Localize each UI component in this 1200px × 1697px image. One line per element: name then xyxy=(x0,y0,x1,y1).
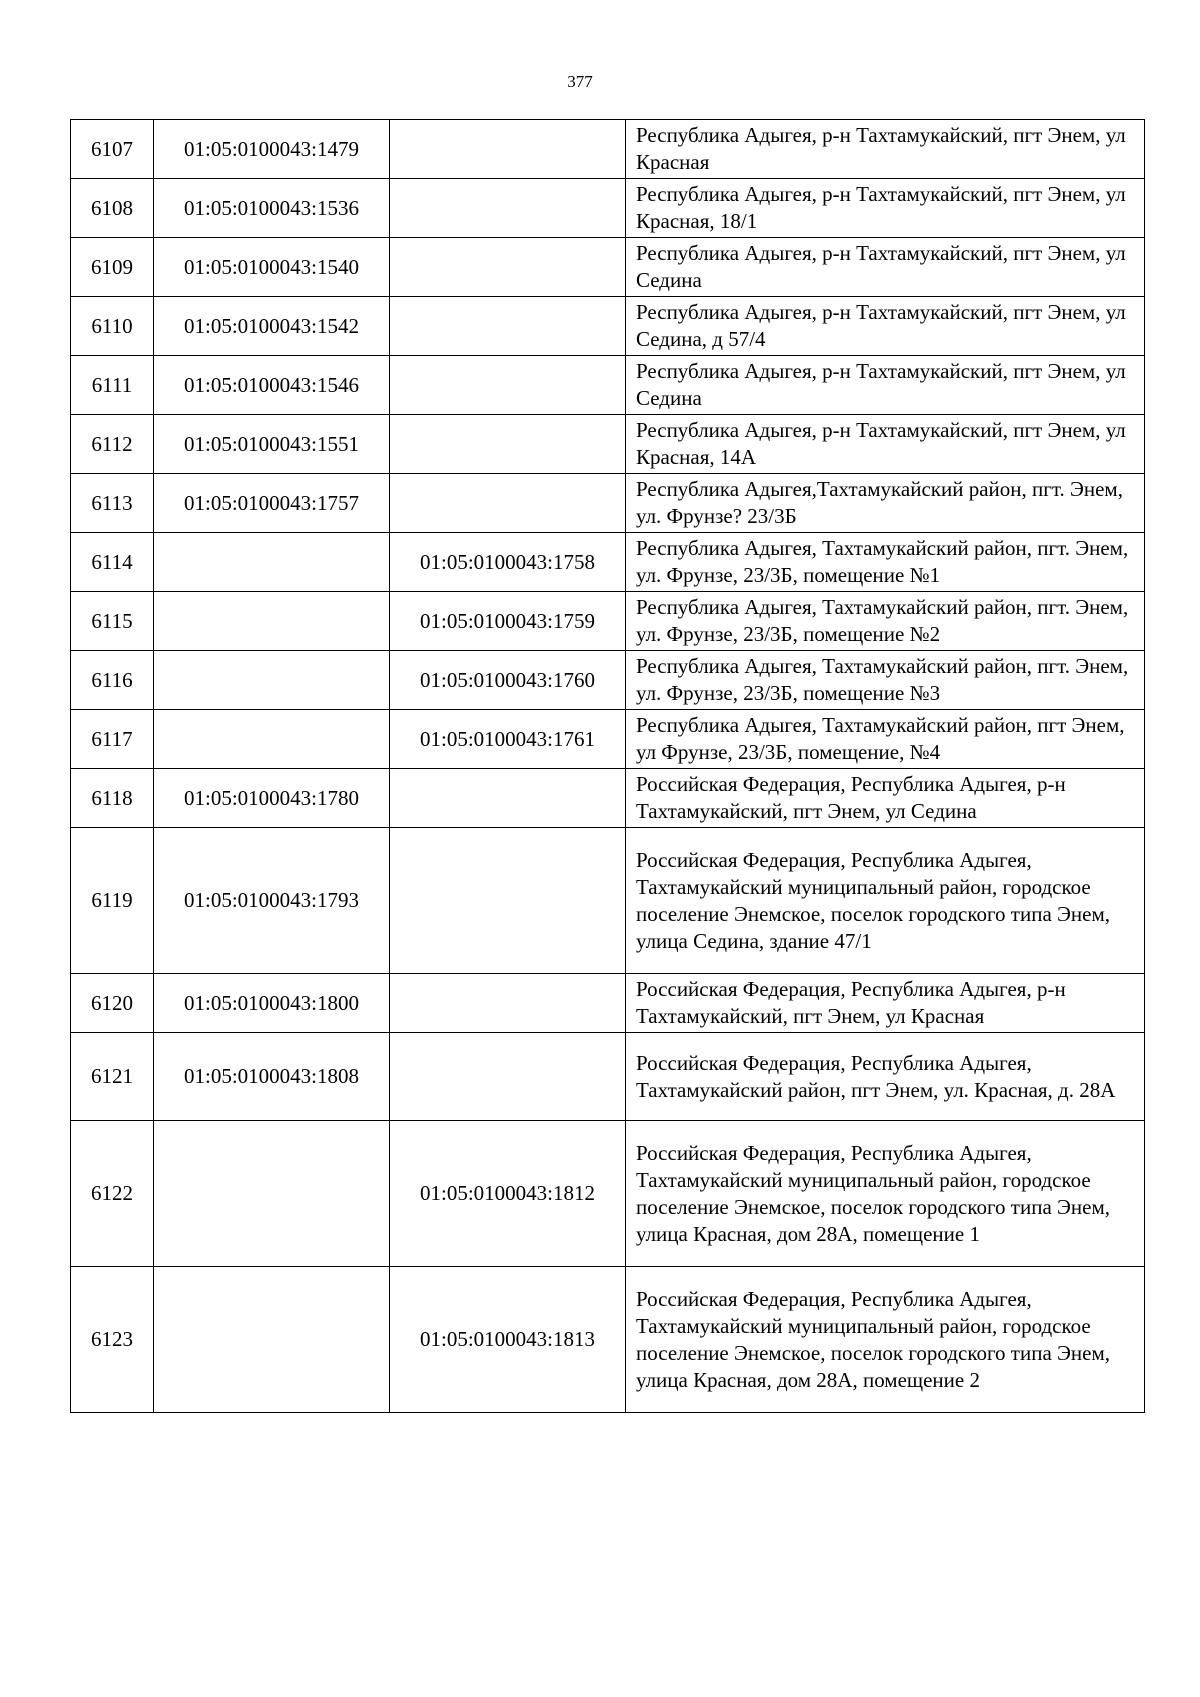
page-number: 377 xyxy=(567,72,593,91)
row-number-cell: 6110 xyxy=(71,297,154,356)
row-number-cell: 6116 xyxy=(71,651,154,710)
table-row xyxy=(71,651,1145,710)
table-row xyxy=(71,1267,1145,1413)
object-cadastral-number-cell xyxy=(390,238,626,297)
row-number-cell: 6115 xyxy=(71,592,154,651)
address-cell: Республика Адыгея,Тахтамукайский район, пгт. Энем, ул. Фрунзе? 23/3Б xyxy=(626,474,1145,533)
row-number-cell: 6117 xyxy=(71,710,154,769)
table-row xyxy=(71,710,1145,769)
address-cell: Российская Федерация, Республика Адыгея, р-н Тахтамукайский, пгт Энем, ул Седина xyxy=(626,769,1145,828)
table-row xyxy=(71,120,1145,179)
object-cadastral-number-cell: 01:05:0100043:1761 xyxy=(390,710,626,769)
object-cadastral-number-cell xyxy=(390,974,626,1033)
row-number-cell: 6121 xyxy=(71,1033,154,1121)
land-cadastral-number-cell: 01:05:0100043:1793 xyxy=(154,828,390,974)
address-cell: Республика Адыгея, р-н Тахтамукайский, пгт Энем, ул Седина, д 57/4 xyxy=(626,297,1145,356)
address-cell: Российская Федерация, Республика Адыгея, Тахтамукайский муниципальный район, городское поселение Энемское, поселок городского типа Энем, улица Красная, дом 28А, помещение 1 xyxy=(626,1121,1145,1267)
table-row xyxy=(71,769,1145,828)
object-cadastral-number-cell: 01:05:0100043:1812 xyxy=(390,1121,626,1267)
table-row xyxy=(71,828,1145,974)
address-cell: Республика Адыгея, Тахтамукайский район, пгт. Энем, ул. Фрунзе, 23/3Б, помещение №3 xyxy=(626,651,1145,710)
table-row xyxy=(71,356,1145,415)
table-row xyxy=(71,592,1145,651)
row-number-cell: 6112 xyxy=(71,415,154,474)
row-number-cell: 6114 xyxy=(71,533,154,592)
address-cell: Республика Адыгея, р-н Тахтамукайский, пгт Энем, ул Седина xyxy=(626,356,1145,415)
cadastral-registry-table xyxy=(70,119,1145,1413)
address-cell: Республика Адыгея, Тахтамукайский район, пгт. Энем, ул. Фрунзе, 23/3Б, помещение №2 xyxy=(626,592,1145,651)
address-cell: Республика Адыгея, Тахтамукайский район, пгт. Энем, ул. Фрунзе, 23/3Б, помещение №1 xyxy=(626,533,1145,592)
land-cadastral-number-cell xyxy=(154,710,390,769)
table-row xyxy=(71,238,1145,297)
address-cell: Российская Федерация, Республика Адыгея, Тахтамукайский муниципальный район, городское поселение Энемское, поселок городского типа Энем, улица Красная, дом 28А, помещение 2 xyxy=(626,1267,1145,1413)
table-row xyxy=(71,1121,1145,1267)
land-cadastral-number-cell xyxy=(154,1267,390,1413)
row-number-cell: 6119 xyxy=(71,828,154,974)
address-cell: Республика Адыгея, Тахтамукайский район, пгт Энем, ул Фрунзе, 23/3Б, помещение, №4 xyxy=(626,710,1145,769)
row-number-cell: 6120 xyxy=(71,974,154,1033)
address-cell: Республика Адыгея, р-н Тахтамукайский, пгт Энем, ул Красная, 18/1 xyxy=(626,179,1145,238)
row-number-cell: 6113 xyxy=(71,474,154,533)
table-row xyxy=(71,974,1145,1033)
object-cadastral-number-cell xyxy=(390,769,626,828)
row-number-cell: 6107 xyxy=(71,120,154,179)
land-cadastral-number-cell: 01:05:0100043:1542 xyxy=(154,297,390,356)
object-cadastral-number-cell: 01:05:0100043:1758 xyxy=(390,533,626,592)
table-row xyxy=(71,179,1145,238)
object-cadastral-number-cell xyxy=(390,297,626,356)
object-cadastral-number-cell xyxy=(390,1033,626,1121)
row-number-cell: 6122 xyxy=(71,1121,154,1267)
land-cadastral-number-cell: 01:05:0100043:1546 xyxy=(154,356,390,415)
land-cadastral-number-cell: 01:05:0100043:1800 xyxy=(154,974,390,1033)
land-cadastral-number-cell xyxy=(154,1121,390,1267)
land-cadastral-number-cell xyxy=(154,651,390,710)
address-cell: Республика Адыгея, р-н Тахтамукайский, пгт Энем, ул Красная, 14А xyxy=(626,415,1145,474)
object-cadastral-number-cell xyxy=(390,828,626,974)
object-cadastral-number-cell: 01:05:0100043:1813 xyxy=(390,1267,626,1413)
land-cadastral-number-cell: 01:05:0100043:1536 xyxy=(154,179,390,238)
row-number-cell: 6111 xyxy=(71,356,154,415)
land-cadastral-number-cell: 01:05:0100043:1757 xyxy=(154,474,390,533)
table-row xyxy=(71,1033,1145,1121)
land-cadastral-number-cell: 01:05:0100043:1479 xyxy=(154,120,390,179)
address-cell: Российская Федерация, Республика Адыгея, р-н Тахтамукайский, пгт Энем, ул Красная xyxy=(626,974,1145,1033)
land-cadastral-number-cell: 01:05:0100043:1551 xyxy=(154,415,390,474)
land-cadastral-number-cell: 01:05:0100043:1780 xyxy=(154,769,390,828)
table-row xyxy=(71,415,1145,474)
registry-table-body xyxy=(71,120,1145,1413)
row-number-cell: 6123 xyxy=(71,1267,154,1413)
land-cadastral-number-cell: 01:05:0100043:1808 xyxy=(154,1033,390,1121)
object-cadastral-number-cell xyxy=(390,356,626,415)
row-number-cell: 6118 xyxy=(71,769,154,828)
object-cadastral-number-cell xyxy=(390,179,626,238)
object-cadastral-number-cell: 01:05:0100043:1760 xyxy=(390,651,626,710)
land-cadastral-number-cell: 01:05:0100043:1540 xyxy=(154,238,390,297)
object-cadastral-number-cell xyxy=(390,415,626,474)
address-cell: Республика Адыгея, р-н Тахтамукайский, пгт Энем, ул Седина xyxy=(626,238,1145,297)
table-row xyxy=(71,474,1145,533)
address-cell: Российская Федерация, Республика Адыгея, Тахтамукайский район, пгт Энем, ул. Красная, д. 28А xyxy=(626,1033,1145,1121)
table-row xyxy=(71,533,1145,592)
object-cadastral-number-cell xyxy=(390,474,626,533)
land-cadastral-number-cell xyxy=(154,592,390,651)
table-row xyxy=(71,297,1145,356)
object-cadastral-number-cell: 01:05:0100043:1759 xyxy=(390,592,626,651)
row-number-cell: 6109 xyxy=(71,238,154,297)
object-cadastral-number-cell xyxy=(390,120,626,179)
address-cell: Республика Адыгея, р-н Тахтамукайский, пгт Энем, ул Красная xyxy=(626,120,1145,179)
land-cadastral-number-cell xyxy=(154,533,390,592)
address-cell: Российская Федерация, Республика Адыгея, Тахтамукайский муниципальный район, городское поселение Энемское, поселок городского типа Энем, улица Седина, здание 47/1 xyxy=(626,828,1145,974)
row-number-cell: 6108 xyxy=(71,179,154,238)
